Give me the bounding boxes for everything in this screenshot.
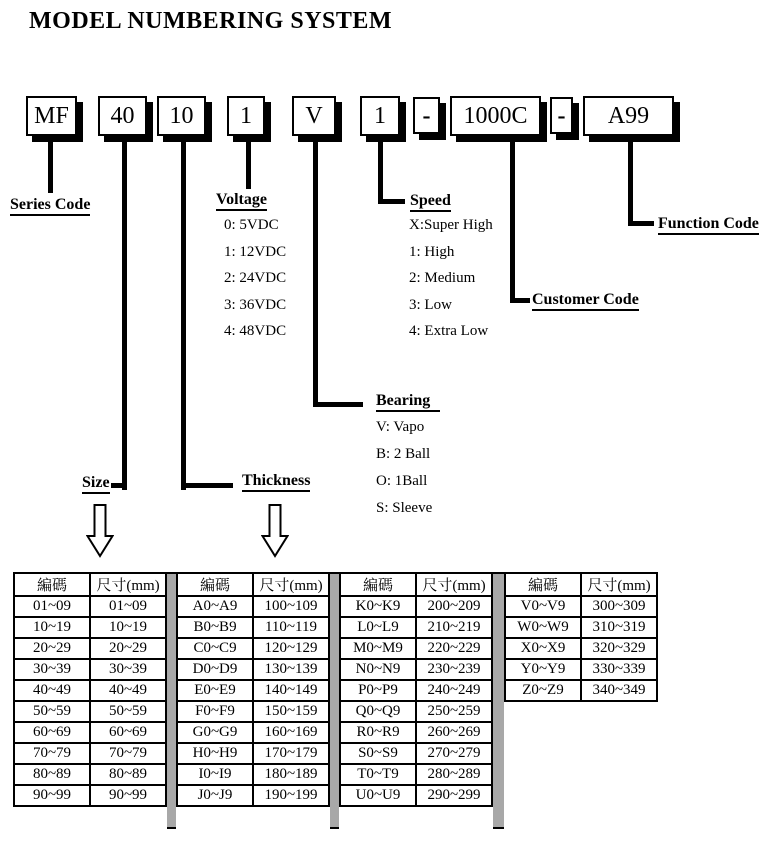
connector-customer-code-vertical bbox=[510, 134, 515, 303]
size-cell: 270~279 bbox=[416, 743, 492, 764]
connector-voltage bbox=[246, 134, 251, 189]
label-text: Customer Code bbox=[532, 291, 639, 311]
connector-speed-horizontal bbox=[378, 199, 405, 204]
size-cell: 140~149 bbox=[253, 680, 329, 701]
size-cell: 330~339 bbox=[581, 659, 657, 680]
connector-bearing-vertical bbox=[313, 134, 318, 407]
col-header-size: 尺寸(mm) bbox=[416, 573, 492, 596]
size-cell: 160~169 bbox=[253, 722, 329, 743]
table-row bbox=[177, 743, 329, 764]
size-cell: 260~269 bbox=[416, 722, 492, 743]
bearing-list-item: S: Sleeve bbox=[376, 500, 433, 516]
label-text: Thickness bbox=[242, 472, 310, 492]
connector-series-code bbox=[48, 134, 53, 193]
connector-thickness-horizontal bbox=[181, 483, 233, 488]
size-cell: 340~349 bbox=[581, 680, 657, 701]
size-cell: 180~189 bbox=[253, 764, 329, 785]
code-cell: D0~D9 bbox=[177, 659, 253, 680]
size-cell: 120~129 bbox=[253, 638, 329, 659]
col-header-code: 編碼 bbox=[340, 573, 416, 596]
table-row bbox=[340, 596, 492, 617]
connector-function-code-vertical bbox=[628, 134, 633, 226]
size-cell: 310~319 bbox=[581, 617, 657, 638]
table-group-3 bbox=[339, 572, 493, 807]
table-row bbox=[177, 659, 329, 680]
label-text: Speed bbox=[410, 192, 451, 212]
label-size bbox=[82, 474, 110, 492]
table-row bbox=[340, 764, 492, 785]
code-cell: X0~X9 bbox=[505, 638, 581, 659]
table-row bbox=[14, 659, 166, 680]
size-cell: 280~289 bbox=[416, 764, 492, 785]
code-cell: S0~S9 bbox=[340, 743, 416, 764]
bearing-list-item: O: 1Ball bbox=[376, 473, 428, 489]
connector-thickness-vertical bbox=[181, 134, 186, 490]
col-header-size: 尺寸(mm) bbox=[253, 573, 329, 596]
code-cell: 70~79 bbox=[14, 743, 90, 764]
size-cell: 90~99 bbox=[90, 785, 166, 806]
size-cell: 320~329 bbox=[581, 638, 657, 659]
voltage-list-item: 0: 5VDC bbox=[224, 217, 279, 233]
label-text: Function Code bbox=[658, 215, 759, 235]
size-cell: 01~09 bbox=[90, 596, 166, 617]
size-cell: 190~199 bbox=[253, 785, 329, 806]
model-box-voltage: 1 bbox=[227, 96, 265, 136]
bearing-list bbox=[376, 414, 432, 522]
voltage-list-item: 4: 48VDC bbox=[224, 323, 287, 340]
code-cell: R0~R9 bbox=[340, 722, 416, 743]
size-cell: 80~89 bbox=[90, 764, 166, 785]
size-cell: 150~159 bbox=[253, 701, 329, 722]
table-row bbox=[14, 722, 166, 743]
table-row bbox=[177, 701, 329, 722]
col-header-size: 尺寸(mm) bbox=[581, 573, 657, 596]
table-row bbox=[177, 638, 329, 659]
table-row bbox=[340, 701, 492, 722]
code-cell: N0~N9 bbox=[340, 659, 416, 680]
table-row bbox=[14, 785, 166, 806]
table-header-row bbox=[177, 573, 329, 596]
code-cell: B0~B9 bbox=[177, 617, 253, 638]
model-box-function-code: A99 bbox=[583, 96, 674, 136]
code-cell: G0~G9 bbox=[177, 722, 253, 743]
code-cell: Q0~Q9 bbox=[340, 701, 416, 722]
code-cell: I0~I9 bbox=[177, 764, 253, 785]
table-group-separator bbox=[330, 572, 339, 829]
speed-list-item: X:Super High bbox=[409, 217, 493, 233]
table-group-4 bbox=[504, 572, 658, 702]
table-row bbox=[177, 785, 329, 806]
size-cell: 290~299 bbox=[416, 785, 492, 806]
code-cell: U0~U9 bbox=[340, 785, 416, 806]
size-cell: 220~229 bbox=[416, 638, 492, 659]
code-cell: A0~A9 bbox=[177, 596, 253, 617]
label-speed bbox=[410, 192, 451, 210]
speed-list bbox=[409, 212, 493, 345]
table-row bbox=[177, 680, 329, 701]
connector-function-code-horizontal bbox=[628, 221, 654, 226]
label-voltage bbox=[216, 191, 267, 209]
code-cell: 40~49 bbox=[14, 680, 90, 701]
code-cell: 80~89 bbox=[14, 764, 90, 785]
table-row bbox=[14, 764, 166, 785]
voltage-list bbox=[224, 212, 286, 345]
connector-size-vertical bbox=[122, 134, 127, 490]
size-code-table bbox=[13, 572, 658, 829]
table-row bbox=[505, 617, 657, 638]
table-group-separator bbox=[493, 572, 504, 829]
table-row bbox=[340, 680, 492, 701]
table-row bbox=[14, 596, 166, 617]
table-row bbox=[340, 722, 492, 743]
code-cell: T0~T9 bbox=[340, 764, 416, 785]
label-series-code bbox=[10, 196, 90, 214]
col-header-code: 編碼 bbox=[14, 573, 90, 596]
model-box-thickness: 10 bbox=[157, 96, 206, 136]
col-header-code: 編碼 bbox=[505, 573, 581, 596]
down-arrow-size-icon bbox=[86, 504, 114, 558]
speed-list-item: 4: Extra Low bbox=[409, 323, 489, 340]
code-cell: 60~69 bbox=[14, 722, 90, 743]
size-cell: 300~309 bbox=[581, 596, 657, 617]
size-cell: 230~239 bbox=[416, 659, 492, 680]
table-row bbox=[505, 680, 657, 701]
table-row bbox=[340, 617, 492, 638]
table-row bbox=[14, 617, 166, 638]
table-row bbox=[177, 617, 329, 638]
size-cell: 250~259 bbox=[416, 701, 492, 722]
size-cell: 60~69 bbox=[90, 722, 166, 743]
table-row bbox=[177, 764, 329, 785]
bearing-list-item: B: 2 Ball bbox=[376, 446, 431, 462]
table-header-row bbox=[505, 573, 657, 596]
col-header-code: 編碼 bbox=[177, 573, 253, 596]
table-row bbox=[340, 638, 492, 659]
table-header-row bbox=[340, 573, 492, 596]
size-cell: 10~19 bbox=[90, 617, 166, 638]
model-box-series-code: MF bbox=[26, 96, 77, 136]
table-group-separator bbox=[167, 572, 176, 829]
label-text: Voltage bbox=[216, 191, 267, 211]
model-box-speed: 1 bbox=[360, 96, 400, 136]
label-customer-code bbox=[532, 291, 639, 309]
code-cell: 30~39 bbox=[14, 659, 90, 680]
label-text: Bearing bbox=[376, 392, 440, 412]
speed-list-item: 2: Medium bbox=[409, 270, 476, 287]
size-cell: 200~209 bbox=[416, 596, 492, 617]
code-cell: M0~M9 bbox=[340, 638, 416, 659]
label-function-code bbox=[658, 215, 759, 233]
code-cell: C0~C9 bbox=[177, 638, 253, 659]
table-row bbox=[340, 659, 492, 680]
code-cell: E0~E9 bbox=[177, 680, 253, 701]
page-title: MODEL NUMBERING SYSTEM bbox=[29, 8, 393, 34]
code-cell: K0~K9 bbox=[340, 596, 416, 617]
table-row bbox=[177, 596, 329, 617]
label-thickness bbox=[242, 472, 310, 490]
table-row bbox=[505, 638, 657, 659]
table-header-row bbox=[14, 573, 166, 596]
label-bearing bbox=[376, 392, 440, 410]
code-cell: V0~V9 bbox=[505, 596, 581, 617]
table-row bbox=[505, 659, 657, 680]
connector-speed-vertical bbox=[378, 134, 383, 204]
speed-list-item: 1: High bbox=[409, 243, 455, 260]
label-text: Size bbox=[82, 474, 110, 494]
size-cell: 70~79 bbox=[90, 743, 166, 764]
size-cell: 100~109 bbox=[253, 596, 329, 617]
dash-separator-2: - bbox=[550, 97, 573, 134]
size-cell: 20~29 bbox=[90, 638, 166, 659]
size-cell: 110~119 bbox=[253, 617, 329, 638]
speed-list-item: 3: Low bbox=[409, 296, 452, 313]
table-row bbox=[177, 722, 329, 743]
table-row bbox=[14, 638, 166, 659]
connector-size-horizontal bbox=[111, 483, 127, 488]
size-cell: 30~39 bbox=[90, 659, 166, 680]
table-row bbox=[340, 785, 492, 806]
size-cell: 170~179 bbox=[253, 743, 329, 764]
down-arrow-thickness-icon bbox=[261, 504, 289, 558]
size-cell: 240~249 bbox=[416, 680, 492, 701]
code-cell: Y0~Y9 bbox=[505, 659, 581, 680]
code-cell: 01~09 bbox=[14, 596, 90, 617]
size-cell: 210~219 bbox=[416, 617, 492, 638]
bearing-list-item: V: Vapo bbox=[376, 419, 425, 435]
table-row bbox=[14, 743, 166, 764]
connector-bearing-horizontal bbox=[313, 402, 363, 407]
code-cell: J0~J9 bbox=[177, 785, 253, 806]
label-text: Series Code bbox=[10, 196, 90, 216]
code-cell: 10~19 bbox=[14, 617, 90, 638]
model-box-customer-code: 1000C bbox=[450, 96, 541, 136]
code-cell: L0~L9 bbox=[340, 617, 416, 638]
voltage-list-item: 3: 36VDC bbox=[224, 296, 287, 313]
code-cell: 20~29 bbox=[14, 638, 90, 659]
voltage-list-item: 2: 24VDC bbox=[224, 270, 287, 287]
connector-customer-code-horizontal bbox=[510, 298, 530, 303]
table-row bbox=[14, 701, 166, 722]
col-header-size: 尺寸(mm) bbox=[90, 573, 166, 596]
model-box-size: 40 bbox=[98, 96, 147, 136]
table-group-1 bbox=[13, 572, 167, 807]
table-row bbox=[340, 743, 492, 764]
model-box-bearing: V bbox=[292, 96, 336, 136]
code-cell: F0~F9 bbox=[177, 701, 253, 722]
table-row bbox=[14, 680, 166, 701]
code-cell: W0~W9 bbox=[505, 617, 581, 638]
size-cell: 40~49 bbox=[90, 680, 166, 701]
size-cell: 130~139 bbox=[253, 659, 329, 680]
code-cell: H0~H9 bbox=[177, 743, 253, 764]
dash-separator-1: - bbox=[413, 97, 440, 134]
table-group-2 bbox=[176, 572, 330, 807]
code-cell: 90~99 bbox=[14, 785, 90, 806]
code-cell: P0~P9 bbox=[340, 680, 416, 701]
size-cell: 50~59 bbox=[90, 701, 166, 722]
voltage-list-item: 1: 12VDC bbox=[224, 243, 287, 260]
table-row bbox=[505, 596, 657, 617]
code-cell: 50~59 bbox=[14, 701, 90, 722]
code-cell: Z0~Z9 bbox=[505, 680, 581, 701]
